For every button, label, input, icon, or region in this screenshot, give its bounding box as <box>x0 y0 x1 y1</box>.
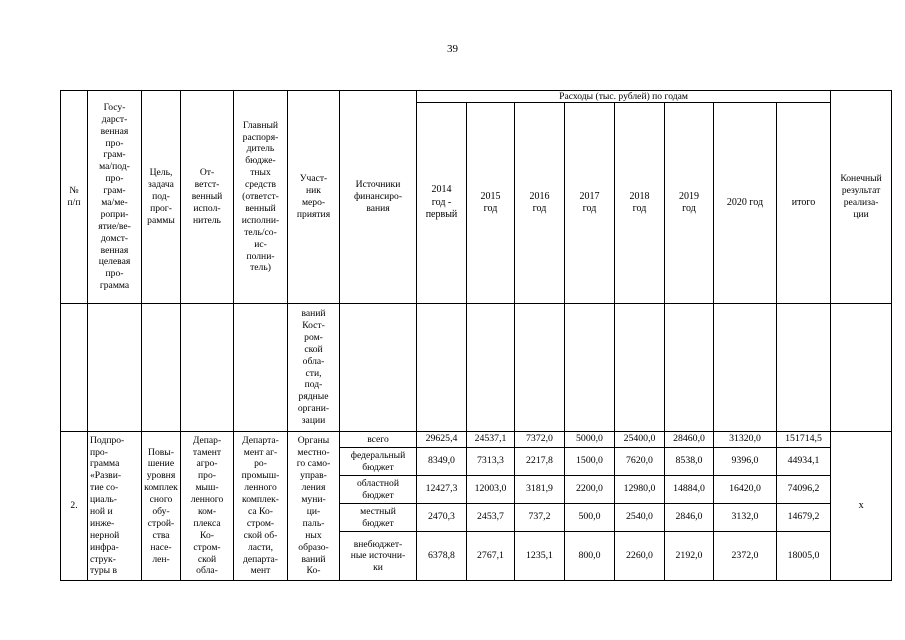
header-expenses-group: Расходы (тыс. рублей) по годам <box>417 91 831 103</box>
table-cell <box>88 304 142 432</box>
header-total: итого <box>777 103 831 304</box>
value-cell: 2470,3 <box>417 504 467 532</box>
value-cell: 12427,3 <box>417 476 467 504</box>
value-cell: 500,0 <box>565 504 615 532</box>
value-cell: 31320,0 <box>714 432 777 448</box>
value-cell: 7313,3 <box>467 448 515 476</box>
header-sources: Источники финансиро- вания <box>340 91 417 304</box>
value-cell: 1500,0 <box>565 448 615 476</box>
header-year-2018: 2018 год <box>615 103 665 304</box>
value-cell: 12003,0 <box>467 476 515 504</box>
table-cell <box>142 304 181 432</box>
header-year-2017: 2017 год <box>565 103 615 304</box>
value-cell: 12980,0 <box>615 476 665 504</box>
value-cell: 2260,0 <box>615 532 665 581</box>
table-cell <box>665 304 714 432</box>
total-cell: 14679,2 <box>777 504 831 532</box>
subprogram-manager: Департа- мент аг- ро- промыш- ленного комплек- са Ко- стром- ской об- ласти, департа- мент <box>234 432 288 581</box>
value-cell: 1235,1 <box>515 532 565 581</box>
header-responsible: От- ветст- венный испол- нитель <box>181 91 234 304</box>
total-cell: 74096,2 <box>777 476 831 504</box>
continuation-participant: ваний Кост- ром- ской обла- сти, под- рядные органи- зации <box>288 304 340 432</box>
value-cell: 2200,0 <box>565 476 615 504</box>
table-cell <box>417 304 467 432</box>
value-cell: 7372,0 <box>515 432 565 448</box>
value-cell: 3181,9 <box>515 476 565 504</box>
value-cell: 2846,0 <box>665 504 714 532</box>
value-cell: 2192,0 <box>665 532 714 581</box>
value-cell: 2453,7 <box>467 504 515 532</box>
value-cell: 800,0 <box>565 532 615 581</box>
subprogram-title: Подпро- про- грамма «Разви- тие со- циаль- ной и инже- нерной инфра- струк- туры в <box>88 432 142 581</box>
header-year-2020: 2020 год <box>714 103 777 304</box>
header-program: Госу- дарст- венная про- грам- ма/под- про- грам- ма/ме- ропри- ятие/ве- домст- венная целевая про- грамма <box>88 91 142 304</box>
result-cell: х <box>831 432 892 581</box>
total-cell: 151714,5 <box>777 432 831 448</box>
value-cell: 16420,0 <box>714 476 777 504</box>
table-cell <box>234 304 288 432</box>
value-cell: 737,2 <box>515 504 565 532</box>
table-cell <box>181 304 234 432</box>
value-cell: 14884,0 <box>665 476 714 504</box>
header-participant: Участ- ник меро- приятия <box>288 91 340 304</box>
value-cell: 2217,8 <box>515 448 565 476</box>
value-cell: 6378,8 <box>417 532 467 581</box>
value-cell: 29625,4 <box>417 432 467 448</box>
value-cell: 8349,0 <box>417 448 467 476</box>
total-cell: 44934,1 <box>777 448 831 476</box>
value-cell: 3132,0 <box>714 504 777 532</box>
header-row-1 <box>61 91 892 103</box>
header-manager: Главный распоря- дитель бюдже- тных средств (ответст- венный исполни- тель/со- ис- полни- тель) <box>234 91 288 304</box>
table-cell <box>515 304 565 432</box>
header-goal: Цель, задача под- прог- раммы <box>142 91 181 304</box>
source-cell: местный бюджет <box>340 504 417 532</box>
table-row <box>61 432 892 448</box>
source-cell: внебюджет- ные источни- ки <box>340 532 417 581</box>
subprogram-responsible: Депар- тамент агро- про- мыш- ленного ком- плекса Ко- стром- ской обла- <box>181 432 234 581</box>
value-cell: 2540,0 <box>615 504 665 532</box>
value-cell: 8538,0 <box>665 448 714 476</box>
source-cell: областной бюджет <box>340 476 417 504</box>
value-cell: 9396,0 <box>714 448 777 476</box>
table-cell <box>777 304 831 432</box>
header-year-2016: 2016 год <box>515 103 565 304</box>
source-cell: федеральный бюджет <box>340 448 417 476</box>
value-cell: 5000,0 <box>565 432 615 448</box>
header-num: № п/п <box>61 91 88 304</box>
header-year-2014: 2014 год - первый <box>417 103 467 304</box>
subprogram-goal: Повы- шение уровня комплексного обу- строй- ства насе- лен- <box>142 432 181 581</box>
table-cell <box>467 304 515 432</box>
value-cell: 25400,0 <box>615 432 665 448</box>
total-cell: 18005,0 <box>777 532 831 581</box>
table-cell <box>61 304 88 432</box>
continuation-row <box>61 304 892 432</box>
value-cell: 24537,1 <box>467 432 515 448</box>
table-cell <box>831 304 892 432</box>
source-cell: всего <box>340 432 417 448</box>
value-cell: 28460,0 <box>665 432 714 448</box>
value-cell: 2767,1 <box>467 532 515 581</box>
table-cell <box>340 304 417 432</box>
table-cell <box>565 304 615 432</box>
table-cell <box>714 304 777 432</box>
subprogram-num: 2. <box>61 432 88 581</box>
header-year-2015: 2015 год <box>467 103 515 304</box>
budget-table <box>60 90 892 581</box>
page-number: 39 <box>447 43 458 55</box>
header-result: Конечный результат реализа- ции <box>831 91 892 304</box>
table-cell <box>615 304 665 432</box>
value-cell: 7620,0 <box>615 448 665 476</box>
value-cell: 2372,0 <box>714 532 777 581</box>
header-year-2019: 2019 год <box>665 103 714 304</box>
subprogram-participant: Органы местно- го само- управ- ления муни- ци- паль- ных образо- ваний Ко- <box>288 432 340 581</box>
